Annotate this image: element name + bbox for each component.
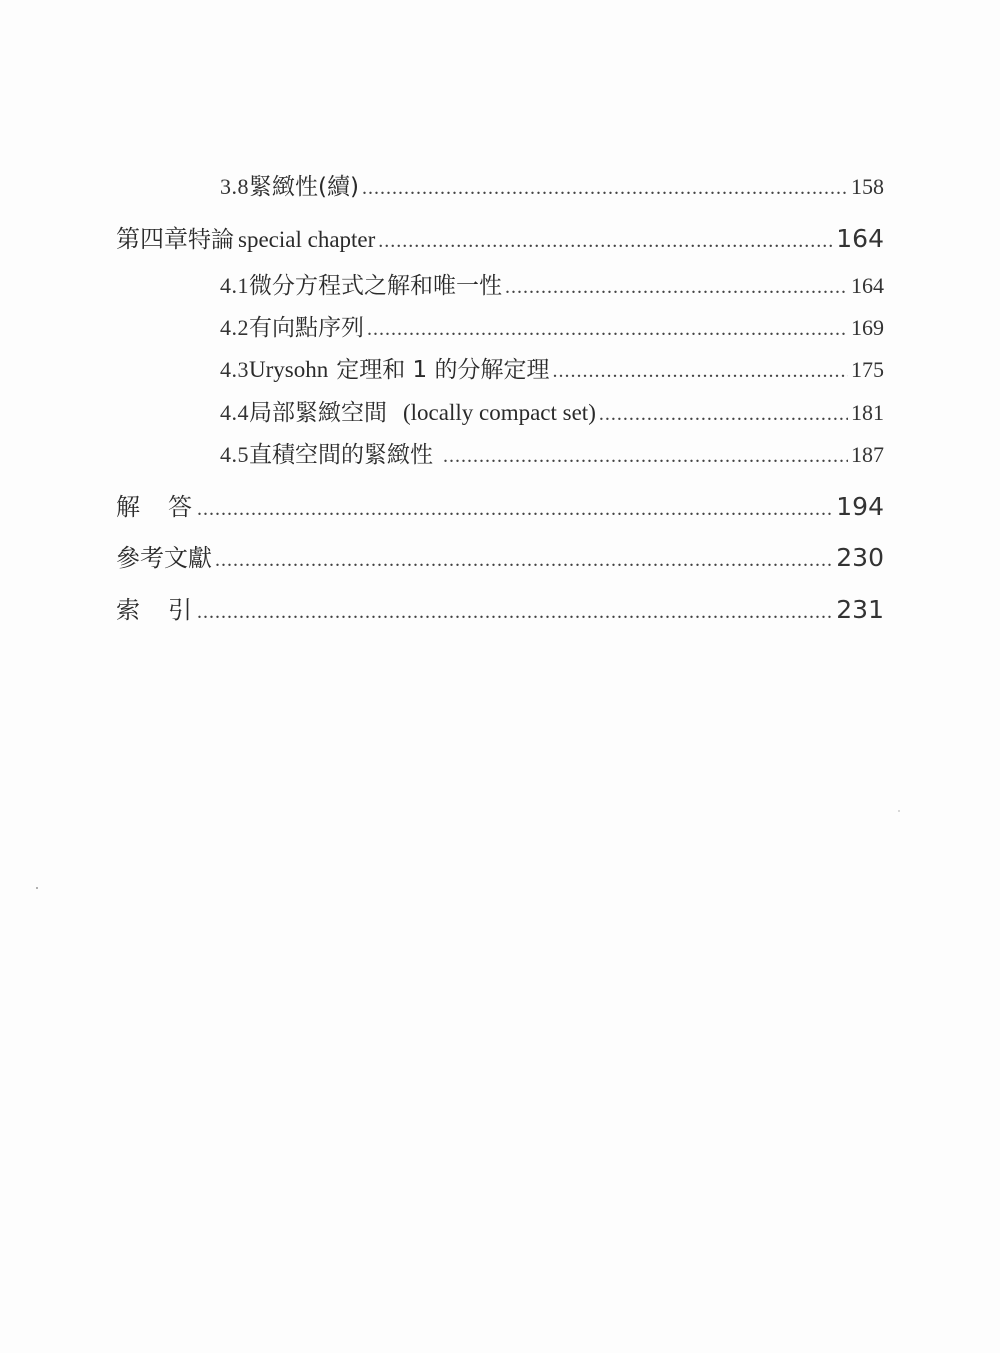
page-number: 169 <box>851 315 884 340</box>
page-number: 164 <box>836 224 884 253</box>
section-title <box>249 351 550 384</box>
section-title-latin: (locally compact set) <box>403 400 596 425</box>
section-number: 4.5 <box>220 442 249 467</box>
page-number: 164 <box>851 273 884 298</box>
scan-speck <box>36 887 38 889</box>
section-number: 3.8 <box>220 174 249 199</box>
toc-entry-4-1[interactable] <box>220 267 884 300</box>
chapter-label: 第四章 <box>116 225 188 253</box>
page-number: 175 <box>851 357 884 382</box>
dot-leader <box>553 360 849 383</box>
toc-entry-4-4[interactable] <box>220 394 884 427</box>
section-title-cjk: 局部緊緻空間 <box>249 400 387 426</box>
toc-entry-4-3[interactable] <box>220 351 884 384</box>
chapter-title-latin: special chapter <box>238 227 376 252</box>
dot-leader <box>197 498 833 521</box>
section-title-latin: Urysohn <box>249 357 329 382</box>
page-number: 158 <box>851 174 884 199</box>
chapter-label: 參考文獻 <box>116 544 212 572</box>
section-number: 4.1 <box>220 273 249 298</box>
chapter-title <box>188 221 375 254</box>
section-number: 4.4 <box>220 400 249 425</box>
dot-leader <box>197 601 833 624</box>
dot-leader <box>599 403 848 426</box>
page-number: 181 <box>851 400 884 425</box>
section-title-cjk: 定理和 1 的分解定理 <box>336 357 550 383</box>
page-number: 187 <box>851 442 884 467</box>
toc-index[interactable] <box>116 590 884 625</box>
page-number: 230 <box>836 543 884 572</box>
toc-entry-4-5[interactable] <box>220 436 884 469</box>
section-number: 4.3 <box>220 357 249 382</box>
section-title <box>249 394 596 427</box>
page-number: 194 <box>836 492 884 521</box>
page-number: 231 <box>836 595 884 624</box>
scan-speck <box>898 810 900 812</box>
dot-leader <box>505 276 848 299</box>
chapter-label: 索 引 <box>116 596 194 624</box>
section-title: 直積空間的緊緻性 <box>249 442 433 468</box>
section-title: 微分方程式之解和唯一性 <box>249 273 502 299</box>
dot-leader <box>443 445 848 468</box>
toc-references[interactable] <box>116 538 884 573</box>
dot-leader <box>362 177 848 200</box>
dot-leader <box>367 318 848 341</box>
toc-answers[interactable] <box>116 487 884 522</box>
chapter-label: 解 答 <box>116 493 194 521</box>
toc-entry-3-8[interactable] <box>220 168 884 201</box>
dot-leader <box>378 230 833 253</box>
section-title: 有向點序列 <box>249 315 364 341</box>
dot-leader <box>215 549 833 572</box>
chapter-title-cjk: 特論 <box>188 227 234 253</box>
toc-chapter-4[interactable] <box>116 219 884 254</box>
section-number: 4.2 <box>220 315 249 340</box>
toc-entry-4-2[interactable] <box>220 309 884 342</box>
section-title: 緊緻性(續) <box>249 174 359 200</box>
